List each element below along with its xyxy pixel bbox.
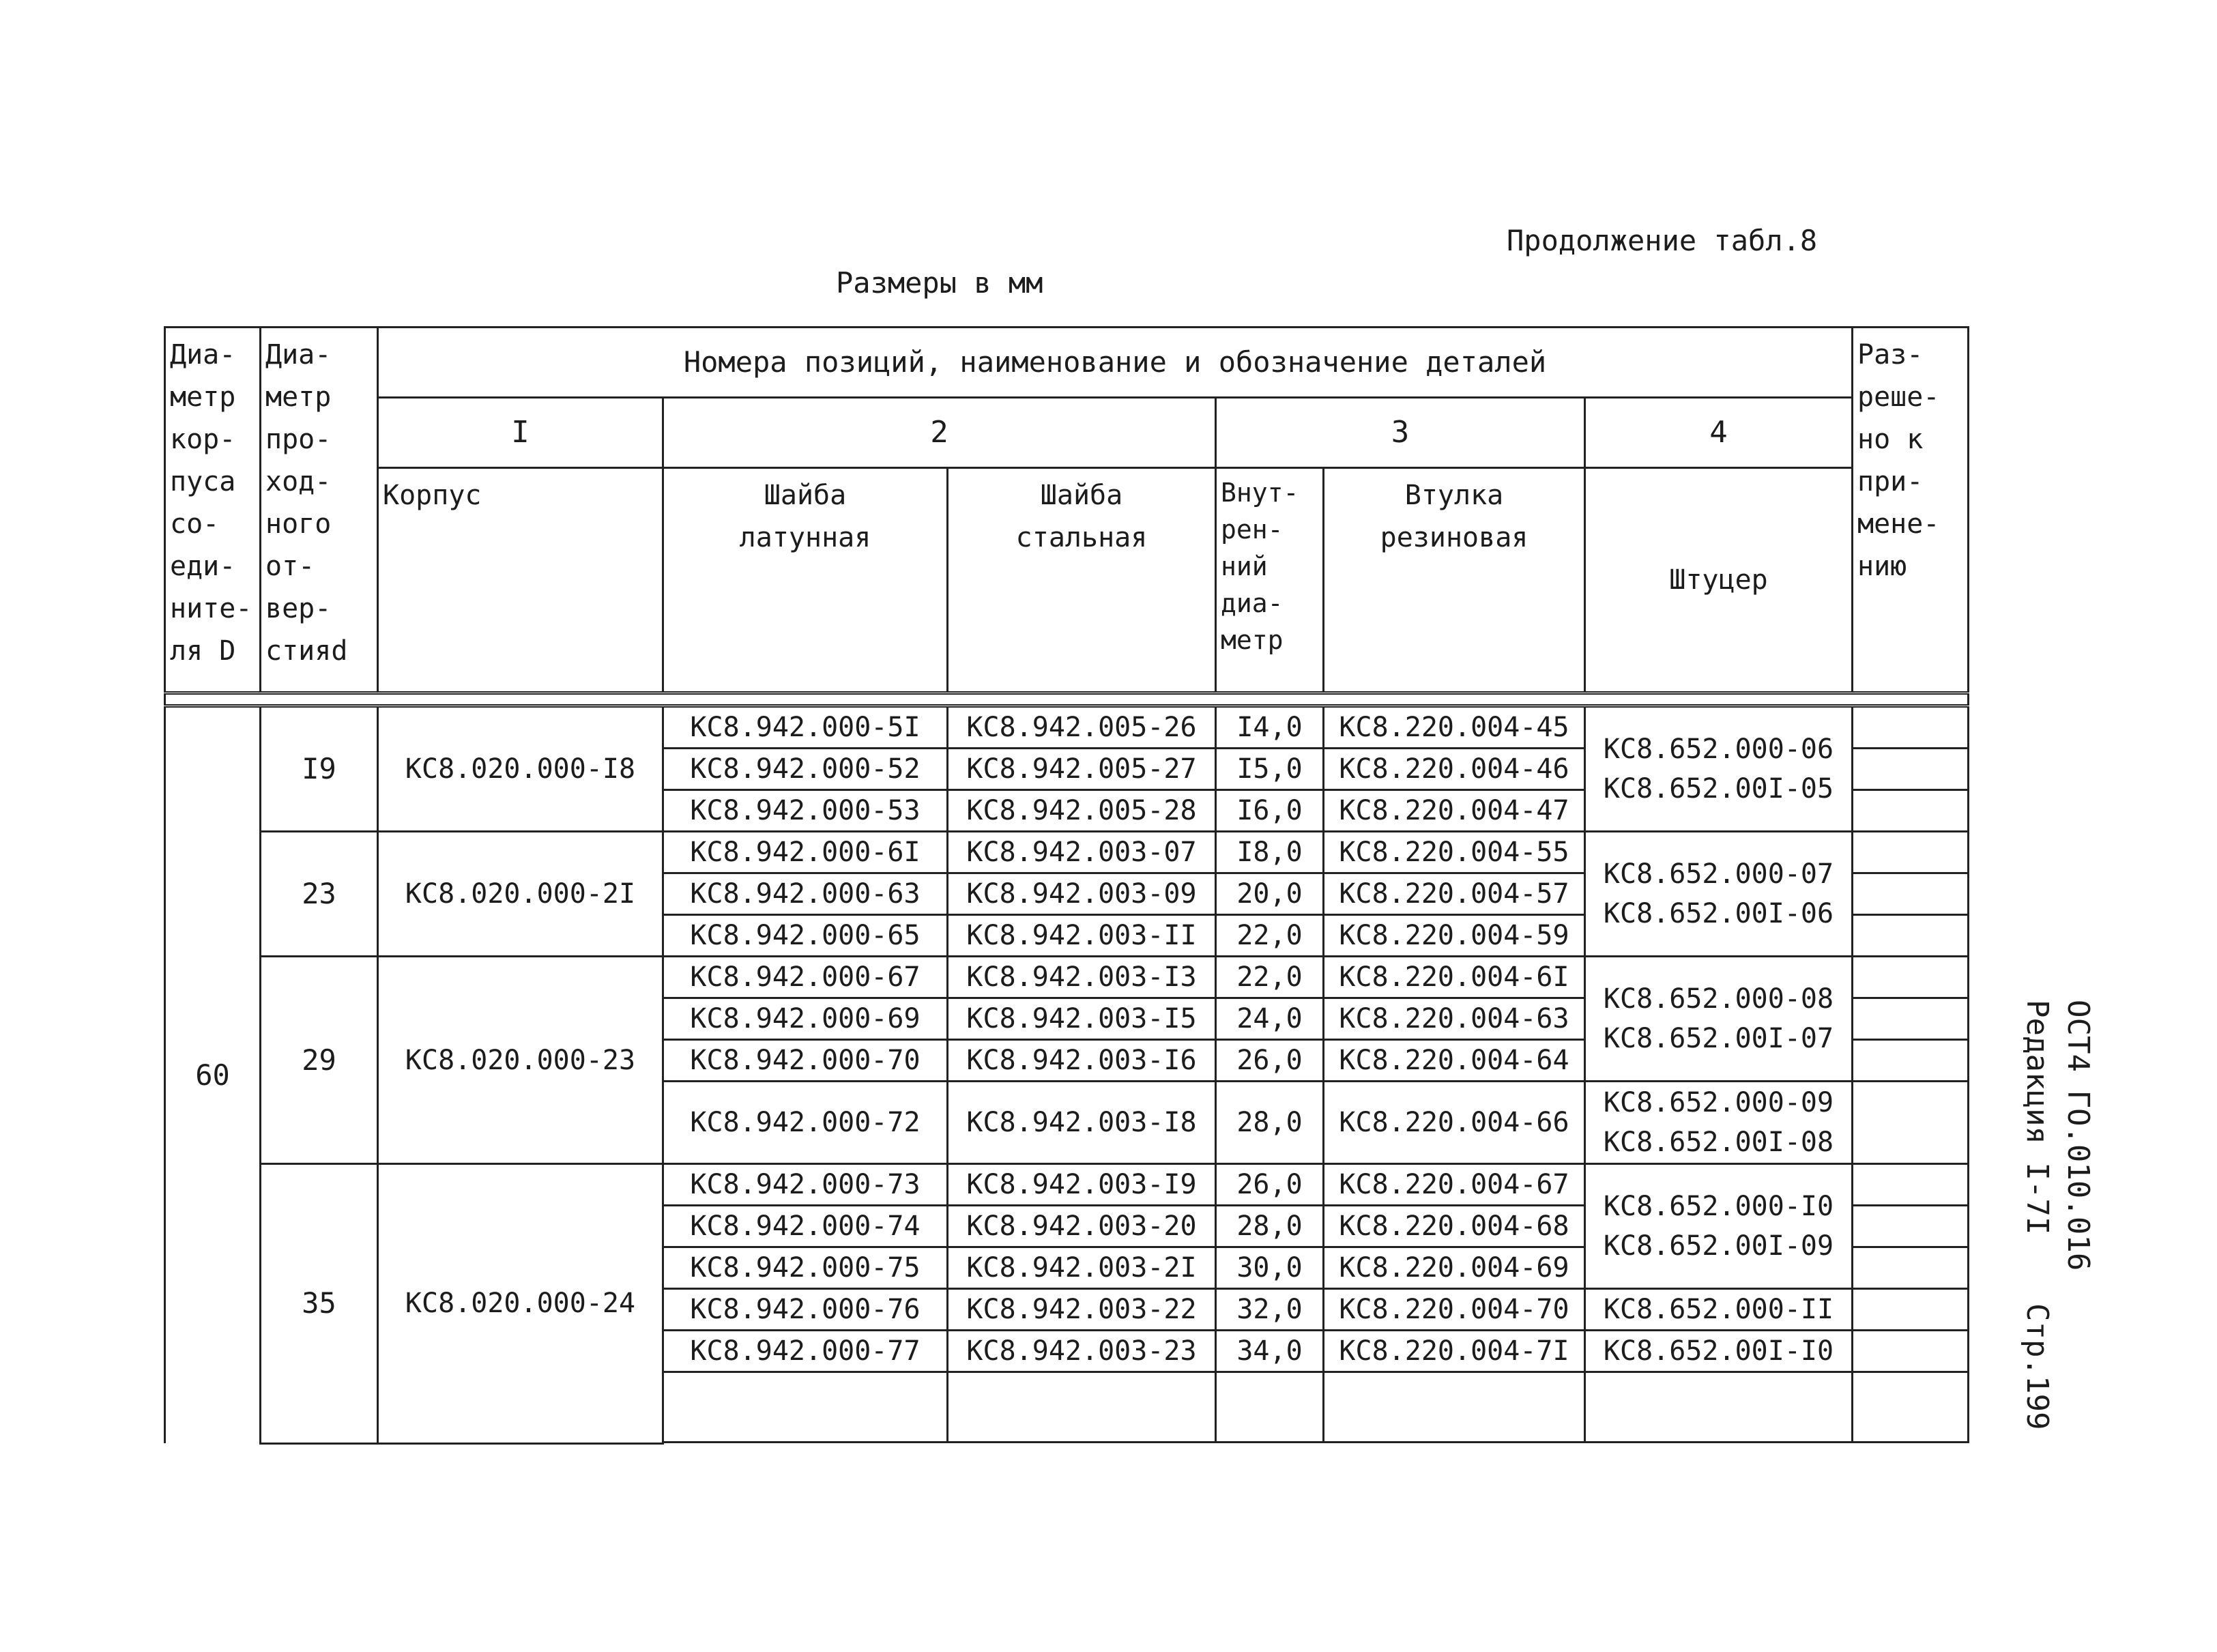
table-row <box>165 832 1969 873</box>
bushing-code: КС8.220.004-55 <box>1324 832 1585 873</box>
bushing-code: КС8.220.004-57 <box>1324 873 1585 915</box>
washer-steel-code: КС8.942.003-09 <box>948 873 1216 915</box>
fitting-code: КС8.652.000-07 <box>1603 858 1834 890</box>
empty-cell <box>1853 1372 1969 1443</box>
washer-brass-code: КС8.942.000-65 <box>663 915 948 957</box>
position-3: 3 <box>1216 398 1585 468</box>
inner-diameter-value: 24,0 <box>1216 998 1324 1040</box>
position-1: I <box>378 398 663 468</box>
position-2: 2 <box>663 398 1216 468</box>
allowed-cell <box>1853 706 1969 749</box>
fitting-code: КС8.652.00I-06 <box>1603 898 1834 929</box>
washer-steel-code: КС8.942.003-20 <box>948 1206 1216 1247</box>
inner-diameter-value: 26,0 <box>1216 1164 1324 1206</box>
washer-steel-code: КС8.942.003-07 <box>948 832 1216 873</box>
allowed-cell <box>1853 1040 1969 1082</box>
table-row <box>165 706 1969 749</box>
washer-steel-code: КС8.942.005-28 <box>948 790 1216 832</box>
allowed-cell <box>1853 1082 1969 1164</box>
bushing-code: КС8.220.004-6I <box>1324 957 1585 998</box>
empty-cell <box>1585 1372 1853 1443</box>
allowed-cell <box>1853 873 1969 915</box>
allowed-cell <box>1853 832 1969 873</box>
washer-steel-code: КС8.942.003-2I <box>948 1247 1216 1289</box>
inner-diameter-value: I5,0 <box>1216 749 1324 790</box>
washer-brass-code: КС8.942.000-63 <box>663 873 948 915</box>
empty-cell <box>948 1372 1216 1443</box>
allowed-cell <box>1853 915 1969 957</box>
washer-steel-code: КС8.942.005-27 <box>948 749 1216 790</box>
empty-cell <box>1216 1443 1324 1444</box>
fitting-code: КС8.652.00I-08 <box>1603 1127 1834 1158</box>
washer-steel-code: КС8.942.003-I3 <box>948 957 1216 998</box>
inner-diameter-value: 26,0 <box>1216 1040 1324 1082</box>
housing-code: КС8.020.000-I8 <box>378 706 663 832</box>
col-header-bushing: Втулка резиновая <box>1324 468 1585 693</box>
header-separator <box>165 693 1969 706</box>
fitting-code: КС8.652.00I-05 <box>1603 773 1834 805</box>
allowed-cell <box>1853 1289 1969 1331</box>
hole-diameter-value: 23 <box>261 832 378 957</box>
col-header-washer-steel: Шайба стальная <box>948 468 1216 693</box>
washer-brass-code: КС8.942.000-72 <box>663 1082 948 1164</box>
washer-brass-code: КС8.942.000-74 <box>663 1206 948 1247</box>
washer-steel-code: КС8.942.003-22 <box>948 1289 1216 1331</box>
empty-cell <box>1216 1372 1324 1443</box>
fitting-codes <box>1585 832 1853 957</box>
washer-steel-code: КС8.942.003-I8 <box>948 1082 1216 1164</box>
washer-brass-code: КС8.942.000-70 <box>663 1040 948 1082</box>
inner-diameter-value: 32,0 <box>1216 1289 1324 1331</box>
fitting-codes <box>1585 1082 1853 1164</box>
table-row <box>165 957 1969 998</box>
empty-cell <box>663 1372 948 1443</box>
hole-diameter-value: 35 <box>261 1164 378 1444</box>
hole-diameter-value: I9 <box>261 706 378 832</box>
washer-brass-code: КС8.942.000-75 <box>663 1247 948 1289</box>
empty-cell <box>1324 1372 1585 1443</box>
position-4: 4 <box>1585 398 1853 468</box>
washer-brass-code: КС8.942.000-67 <box>663 957 948 998</box>
empty-cell <box>1853 1443 1969 1444</box>
washer-steel-code: КС8.942.003-II <box>948 915 1216 957</box>
inner-diameter-value: 28,0 <box>1216 1082 1324 1164</box>
fitting-code: КС8.652.000-08 <box>1603 983 1834 1015</box>
empty-cell <box>1585 1443 1853 1444</box>
washer-brass-code: КС8.942.000-73 <box>663 1164 948 1206</box>
washer-brass-code: КС8.942.000-76 <box>663 1289 948 1331</box>
page-number-label: Стр.199 <box>2020 1303 2055 1430</box>
header-row-2 <box>165 398 1969 468</box>
table-row <box>165 1164 1969 1206</box>
allowed-cell <box>1853 1206 1969 1247</box>
body-diameter-value: 60 <box>165 706 261 1444</box>
bushing-code: КС8.220.004-69 <box>1324 1247 1585 1289</box>
fitting-code: КС8.652.000-09 <box>1603 1087 1834 1118</box>
fitting-codes <box>1585 1164 1853 1289</box>
col-header-hole-diameter: Диа- метр про- ход- ного от- вер- стияd <box>261 328 378 693</box>
bushing-code: КС8.220.004-45 <box>1324 706 1585 749</box>
housing-code: КС8.020.000-2I <box>378 832 663 957</box>
inner-diameter-value: 28,0 <box>1216 1206 1324 1247</box>
col-header-body-diameter: Диа- метр кор- пуса со- еди- ните- ля D <box>165 328 261 693</box>
parts-table <box>164 326 1969 1445</box>
washer-brass-code: КС8.942.000-69 <box>663 998 948 1040</box>
fitting-code: КС8.652.000-06 <box>1603 734 1834 765</box>
empty-cell <box>663 1443 948 1444</box>
empty-cell <box>948 1443 1216 1444</box>
empty-cell <box>1324 1443 1585 1444</box>
housing-code: КС8.020.000-23 <box>378 957 663 1164</box>
allowed-cell <box>1853 1164 1969 1206</box>
allowed-cell <box>1853 998 1969 1040</box>
fitting-code: КС8.652.00I-09 <box>1603 1230 1834 1262</box>
bushing-code: КС8.220.004-47 <box>1324 790 1585 832</box>
allowed-cell <box>1853 749 1969 790</box>
allowed-cell <box>1853 957 1969 998</box>
edition-label: Редакция I-7I <box>2020 1000 2055 1235</box>
inner-diameter-value: 22,0 <box>1216 915 1324 957</box>
col-header-housing: Корпус <box>378 468 663 693</box>
bushing-code: КС8.220.004-46 <box>1324 749 1585 790</box>
bushing-code: КС8.220.004-66 <box>1324 1082 1585 1164</box>
washer-brass-code: КС8.942.000-5I <box>663 706 948 749</box>
fitting-codes <box>1585 706 1853 832</box>
washer-brass-code: КС8.942.000-77 <box>663 1331 948 1372</box>
bushing-code: КС8.220.004-68 <box>1324 1206 1585 1247</box>
header-row-3 <box>165 468 1969 693</box>
washer-steel-code: КС8.942.003-I5 <box>948 998 1216 1040</box>
fitting-code: КС8.652.00I-07 <box>1603 1023 1834 1054</box>
inner-diameter-value: 30,0 <box>1216 1247 1324 1289</box>
col-header-washer-brass: Шайба латунная <box>663 468 948 693</box>
allowed-cell <box>1853 1331 1969 1372</box>
bushing-code: КС8.220.004-70 <box>1324 1289 1585 1331</box>
col-header-fitting: Штуцер <box>1585 468 1853 693</box>
fitting-code: КС8.652.00I-I0 <box>1585 1331 1853 1372</box>
col-header-inner-diameter: Внут- рен- ний диа- метр <box>1216 468 1324 693</box>
header-row-1 <box>165 328 1969 398</box>
inner-diameter-value: I6,0 <box>1216 790 1324 832</box>
bushing-code: КС8.220.004-63 <box>1324 998 1585 1040</box>
bushing-code: КС8.220.004-64 <box>1324 1040 1585 1082</box>
inner-diameter-value: I4,0 <box>1216 706 1324 749</box>
washer-brass-code: КС8.942.000-52 <box>663 749 948 790</box>
bushing-code: КС8.220.004-67 <box>1324 1164 1585 1206</box>
col-header-positions: Номера позиций, наименование и обозначение деталей <box>378 328 1853 398</box>
washer-brass-code: КС8.942.000-6I <box>663 832 948 873</box>
washer-steel-code: КС8.942.003-I6 <box>948 1040 1216 1082</box>
hole-diameter-value: 29 <box>261 957 378 1164</box>
allowed-cell <box>1853 790 1969 832</box>
col-header-allowed: Раз- реше- но к при- мене- нию <box>1853 328 1969 693</box>
washer-brass-code: КС8.942.000-53 <box>663 790 948 832</box>
bushing-code: КС8.220.004-7I <box>1324 1331 1585 1372</box>
inner-diameter-value: 20,0 <box>1216 873 1324 915</box>
standard-label: ОСТ4 ГО.010.016 <box>2061 1000 2096 1271</box>
units-caption: Размеры в мм <box>836 266 1043 300</box>
fitting-code: КС8.652.000-I0 <box>1603 1191 1834 1222</box>
washer-steel-code: КС8.942.005-26 <box>948 706 1216 749</box>
allowed-cell <box>1853 1247 1969 1289</box>
fitting-code: КС8.652.000-II <box>1585 1289 1853 1331</box>
inner-diameter-value: I8,0 <box>1216 832 1324 873</box>
fitting-codes <box>1585 957 1853 1082</box>
bushing-code: КС8.220.004-59 <box>1324 915 1585 957</box>
continuation-caption: Продолжение табл.8 <box>1507 224 1818 257</box>
inner-diameter-value: 34,0 <box>1216 1331 1324 1372</box>
inner-diameter-value: 22,0 <box>1216 957 1324 998</box>
housing-code: КС8.020.000-24 <box>378 1164 663 1444</box>
washer-steel-code: КС8.942.003-I9 <box>948 1164 1216 1206</box>
washer-steel-code: КС8.942.003-23 <box>948 1331 1216 1372</box>
